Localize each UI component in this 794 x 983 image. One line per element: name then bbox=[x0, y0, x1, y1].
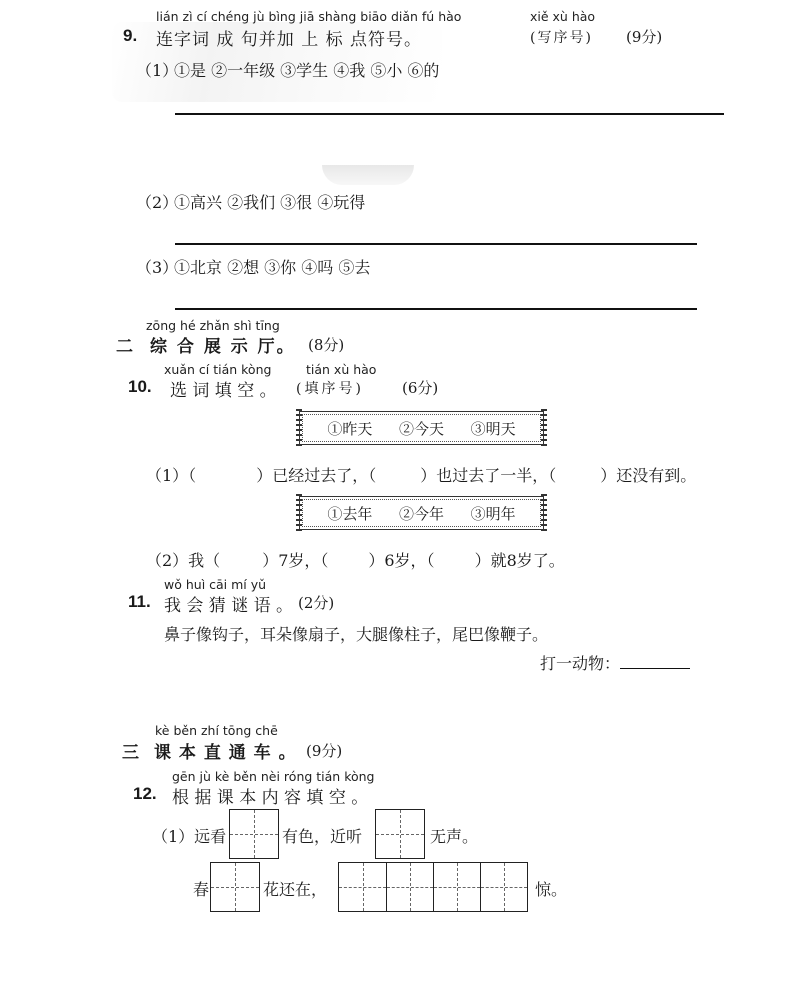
q10-s1-part2: ）也过去了一半，（ bbox=[420, 466, 557, 485]
q12-line2-start: 春 bbox=[193, 880, 210, 899]
q9-item3-answer-line[interactable] bbox=[175, 308, 697, 310]
section3-score: (9分) bbox=[306, 742, 343, 760]
q11-pinyin: wǒ huì cāi mí yǔ bbox=[164, 577, 267, 592]
q10-s2-label: （2）我（ bbox=[146, 551, 221, 570]
q11-score: (2分) bbox=[298, 594, 335, 612]
q10-score: (6分) bbox=[402, 379, 439, 397]
q12-line2-mid: 花还在， bbox=[263, 880, 328, 899]
q10-s1-part1: ）已经过去了，（ bbox=[256, 466, 377, 485]
q12-line2-grid1[interactable] bbox=[210, 862, 260, 912]
q12-pinyin: gēn jù kè běn nèi róng tián kòng bbox=[172, 769, 375, 784]
q11-answer-blank[interactable] bbox=[620, 654, 690, 669]
q9-title: 连字词 成 句并加 上 标 点符号。 bbox=[156, 30, 423, 50]
section3-title: 课 本 直 通 车 。 bbox=[154, 743, 297, 763]
q12-title: 根 据 课 本 内 容 填 空 。 bbox=[172, 788, 369, 808]
q10-sentence2 bbox=[146, 548, 565, 571]
q12-line2-grid2[interactable] bbox=[338, 862, 528, 912]
q10-s1-label: （1）（ bbox=[146, 466, 197, 485]
q12-line1-grid1[interactable] bbox=[229, 809, 279, 859]
q10-number: 10. bbox=[128, 377, 152, 396]
q12-line2-end: 惊。 bbox=[535, 880, 568, 899]
writing-cell[interactable] bbox=[211, 863, 259, 911]
q12-line1-end: 无声。 bbox=[430, 827, 479, 846]
q9-score: (9分) bbox=[626, 28, 663, 46]
q11-number: 11. bbox=[128, 592, 151, 611]
writing-cell[interactable] bbox=[433, 863, 480, 911]
section2-pinyin: zōng hé zhǎn shì tīng bbox=[146, 318, 280, 333]
q10-option-box-2-right-border bbox=[541, 494, 547, 532]
q10-option-box-2-left-border bbox=[296, 494, 302, 532]
q9-item1-answer-line[interactable] bbox=[175, 113, 724, 115]
q9-item2-words: ①高兴 ②我们 ③很 ④玩得 bbox=[174, 193, 366, 212]
section2-score: (8分) bbox=[308, 336, 345, 354]
q9-note: (写序号) bbox=[530, 30, 593, 46]
q10-note-pinyin: tián xù hào bbox=[306, 362, 377, 377]
q10-s1-part3: ）还没有到。 bbox=[600, 466, 697, 485]
writing-cell[interactable] bbox=[230, 810, 278, 858]
section2-title: 综 合 展 示 厅。 bbox=[150, 337, 296, 357]
q10-option-1-3: ③明天 bbox=[470, 419, 516, 438]
q10-s2-part3: ）就8岁了。 bbox=[474, 551, 565, 570]
q10-option-1-1: ①昨天 bbox=[327, 419, 373, 438]
q9-item2-answer-line[interactable] bbox=[175, 243, 697, 245]
writing-cell[interactable] bbox=[376, 810, 424, 858]
q10-option-2-3: ③明年 bbox=[470, 504, 516, 523]
q10-s2-part1: ）7岁，（ bbox=[262, 551, 329, 570]
q10-option-box-1-left-border bbox=[296, 409, 302, 447]
section2-marker: 二 bbox=[116, 337, 133, 357]
q9-note-pinyin: xiě xù hào bbox=[530, 9, 596, 24]
section3-pinyin: kè běn zhí tōng chē bbox=[155, 723, 278, 738]
q12-line1-label: （1）远看 bbox=[152, 827, 227, 846]
q9-item3-words: ①北京 ②想 ③你 ④吗 ⑤去 bbox=[174, 258, 371, 277]
q9-item2-label: （2） bbox=[136, 193, 179, 212]
q10-note: (填序号) bbox=[296, 381, 364, 397]
section3-marker: 三 bbox=[122, 743, 139, 763]
writing-cell[interactable] bbox=[339, 863, 386, 911]
q10-option-2-1: ①去年 bbox=[327, 504, 373, 523]
writing-cell[interactable] bbox=[480, 863, 527, 911]
q12-line1-grid2[interactable] bbox=[375, 809, 425, 859]
q10-option-box-2 bbox=[299, 496, 544, 530]
q11-riddle: 鼻子像钩子，耳朵像扇子，大腿像柱子，尾巴像鞭子。 bbox=[164, 625, 549, 644]
q11-answer-row bbox=[540, 651, 690, 674]
q12-line1-mid: 有色，近听 bbox=[282, 827, 363, 846]
q12-number: 12. bbox=[133, 784, 157, 803]
background-watermark-2 bbox=[322, 165, 414, 185]
q10-s2-part2: ）6岁，（ bbox=[368, 551, 435, 570]
q11-answer-label: 打一动物： bbox=[540, 654, 621, 673]
q10-title: 选 词 填 空 。 bbox=[170, 381, 277, 401]
q10-sentence1 bbox=[146, 463, 696, 486]
q9-item3-label: （3） bbox=[136, 258, 179, 277]
q9-pinyin: lián zì cí chéng jù bìng jiā shàng biāo diǎn fú hào bbox=[156, 9, 462, 24]
writing-cell[interactable] bbox=[386, 863, 433, 911]
q10-option-2-2: ②今年 bbox=[398, 504, 444, 523]
q9-item1-label: （1） bbox=[136, 61, 179, 80]
q9-number: 9. bbox=[123, 26, 138, 45]
q10-option-box-1 bbox=[299, 411, 544, 445]
q10-option-1-2: ②今天 bbox=[398, 419, 444, 438]
q9-item1-words: ①是 ②一年级 ③学生 ④我 ⑤小 ⑥的 bbox=[174, 61, 440, 80]
q11-title: 我 会 猜 谜 语 。 bbox=[164, 596, 294, 616]
q10-pinyin: xuǎn cí tián kòng bbox=[164, 362, 272, 377]
q10-option-box-1-right-border bbox=[541, 409, 547, 447]
